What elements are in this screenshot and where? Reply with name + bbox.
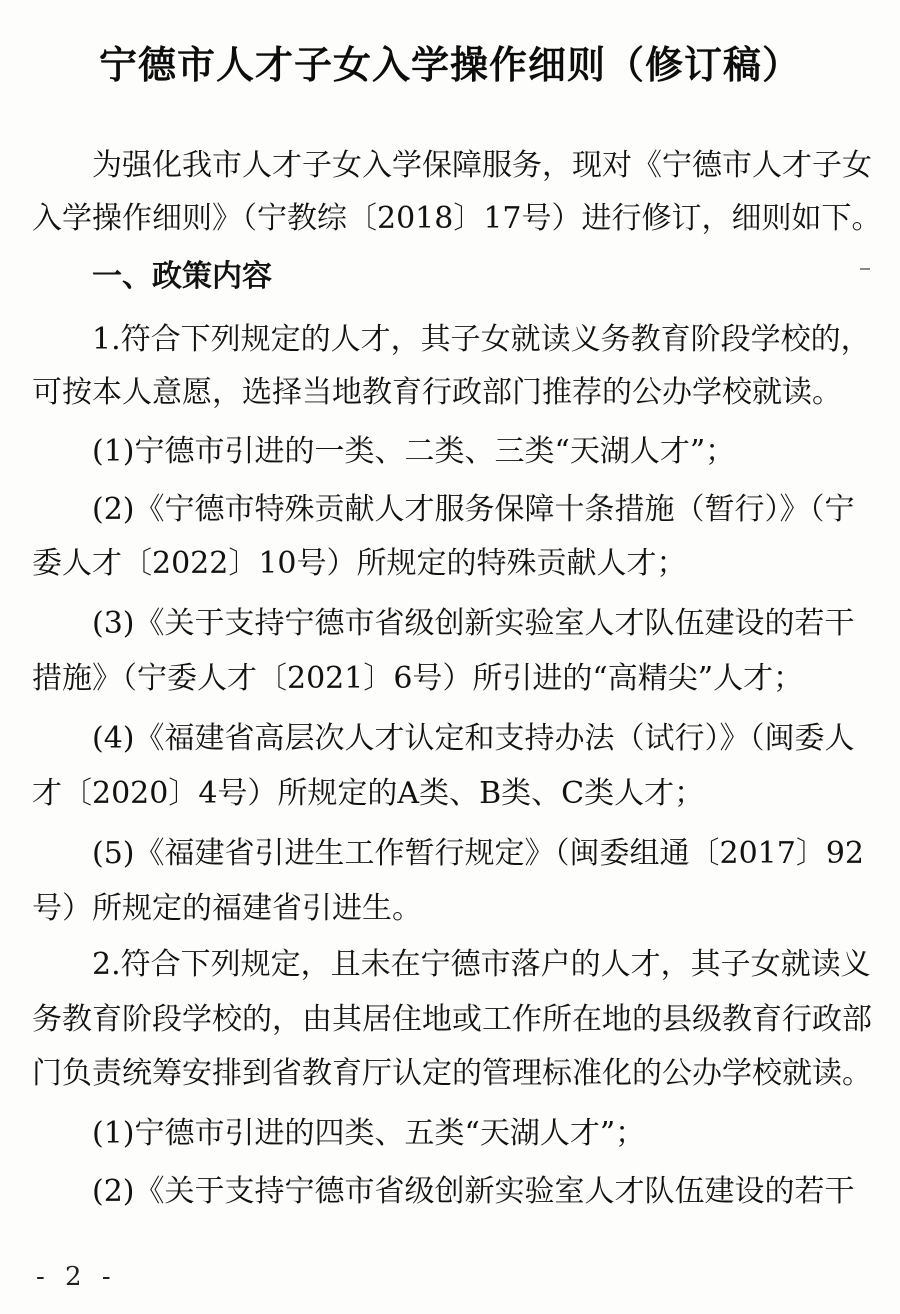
list-item: (1)宁德市引进的四类、五类“天湖人才”； (92, 1116, 646, 1151)
list-item-continuation: 委人才〔2022〕10号）所规定的特殊贡献人才； (32, 546, 687, 581)
list-item: (5)《福建省引进生工作暂行规定》（闽委组通〔2017〕92 (92, 836, 865, 871)
paragraph-line: 入学操作细则》（宁教综〔2018〕17号）进行修订，细则如下。 (32, 201, 882, 236)
paragraph-line: 可按本人意愿，选择当地教育行政部门推荐的公办学校就读。 (32, 375, 842, 410)
paragraph-line: 门负责统筹安排到省教育厅认定的管理标准化的公办学校就读。 (32, 1056, 872, 1091)
document-title: 宁德市人才子女入学操作细则（修订稿） (98, 43, 801, 87)
list-item: (4)《福建省高层次人才认定和支持办法（试行）》（闽委人 (92, 721, 855, 756)
list-item: (2)《关于支持宁德市省级创新实验室人才队伍建设的若干 (92, 1174, 855, 1209)
paragraph-line: 1.符合下列规定的人才，其子女就读义务教育阶段学校的， (92, 322, 871, 357)
section-heading: 一、政策内容 (92, 259, 272, 294)
paragraph-line: 2.符合下列规定，且未在宁德市落户的人才，其子女就读义 (92, 947, 871, 982)
paragraph-line: 为强化我市人才子女入学保障服务，现对《宁德市人才子女 (92, 148, 872, 183)
list-item: (2)《宁德市特殊贡献人才服务保障十条措施（暂行）》（宁 (92, 492, 855, 527)
page-number: - 2 - (36, 1262, 117, 1292)
margin-mark (860, 268, 870, 270)
list-item-continuation: 才〔2020〕4号）所规定的A类、B类、C类人才； (32, 776, 705, 811)
list-item: (3)《关于支持宁德市省级创新实验室人才队伍建设的若干 (92, 606, 855, 641)
list-item-continuation: 号）所规定的福建省引进生。 (32, 891, 422, 926)
paragraph-line: 务教育阶段学校的，由其居住地或工作所在地的县级教育行政部 (32, 1002, 872, 1037)
list-item-continuation: 措施》（宁委人才〔2021〕6号）所引进的“高精尖”人才； (32, 661, 804, 696)
list-item: (1)宁德市引进的一类、二类、三类“天湖人才”； (92, 434, 736, 469)
